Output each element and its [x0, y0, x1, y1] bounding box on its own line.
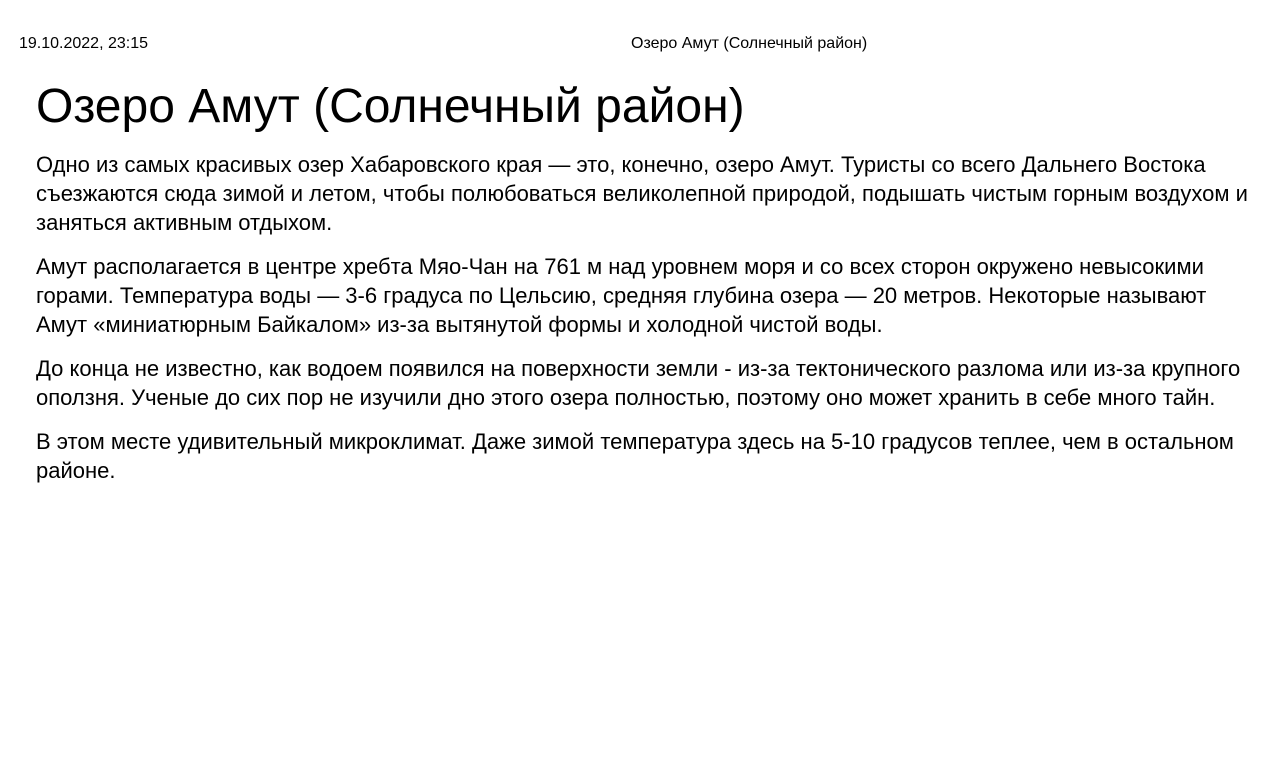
article [36, 78, 1262, 500]
print-datetime: 19.10.2022, 23:15 [19, 35, 149, 52]
article-paragraph-1: Одно из самых красивых озер Хабаровского края — это, конечно, озеро Амут. Туристы со всего Дальнего Востока съезжаются сюда зимой и летом, чтобы полюбоваться великолепной природой, подышать чистым горным воздухом и заняться активным отдыхом. [36, 152, 1248, 235]
article-title: Озеро Амут (Солнечный район) [36, 80, 745, 133]
article-paragraph-2: Амут располагается в центре хребта Мяо-Чан на 761 м над уровнем моря и со всех сторон окружено невысокими горами. Температура воды — 3-6 градуса по Цельсию, средняя глубина озера — 20 метров. Некоторые называют Амут «миниатюрным Байкалом» из-за вытянутой формы и холодной чистой воды. [36, 254, 1207, 337]
article-paragraph-4: В этом месте удивительный микроклимат. Даже зимой температура здесь на 5-10 градусов теплее, чем в остальном районе. [36, 429, 1234, 483]
article-paragraph-3: До конца не известно, как водоем появился на поверхности земли - из-за тектонического разлома или из-за крупного оползня. Ученые до сих пор не изучили дно этого озера полностью, поэтому оно может хранить в себе много тайн. [36, 356, 1241, 410]
print-header [19, 33, 1261, 55]
print-page-title: Озеро Амут (Солнечный район) [631, 35, 868, 52]
